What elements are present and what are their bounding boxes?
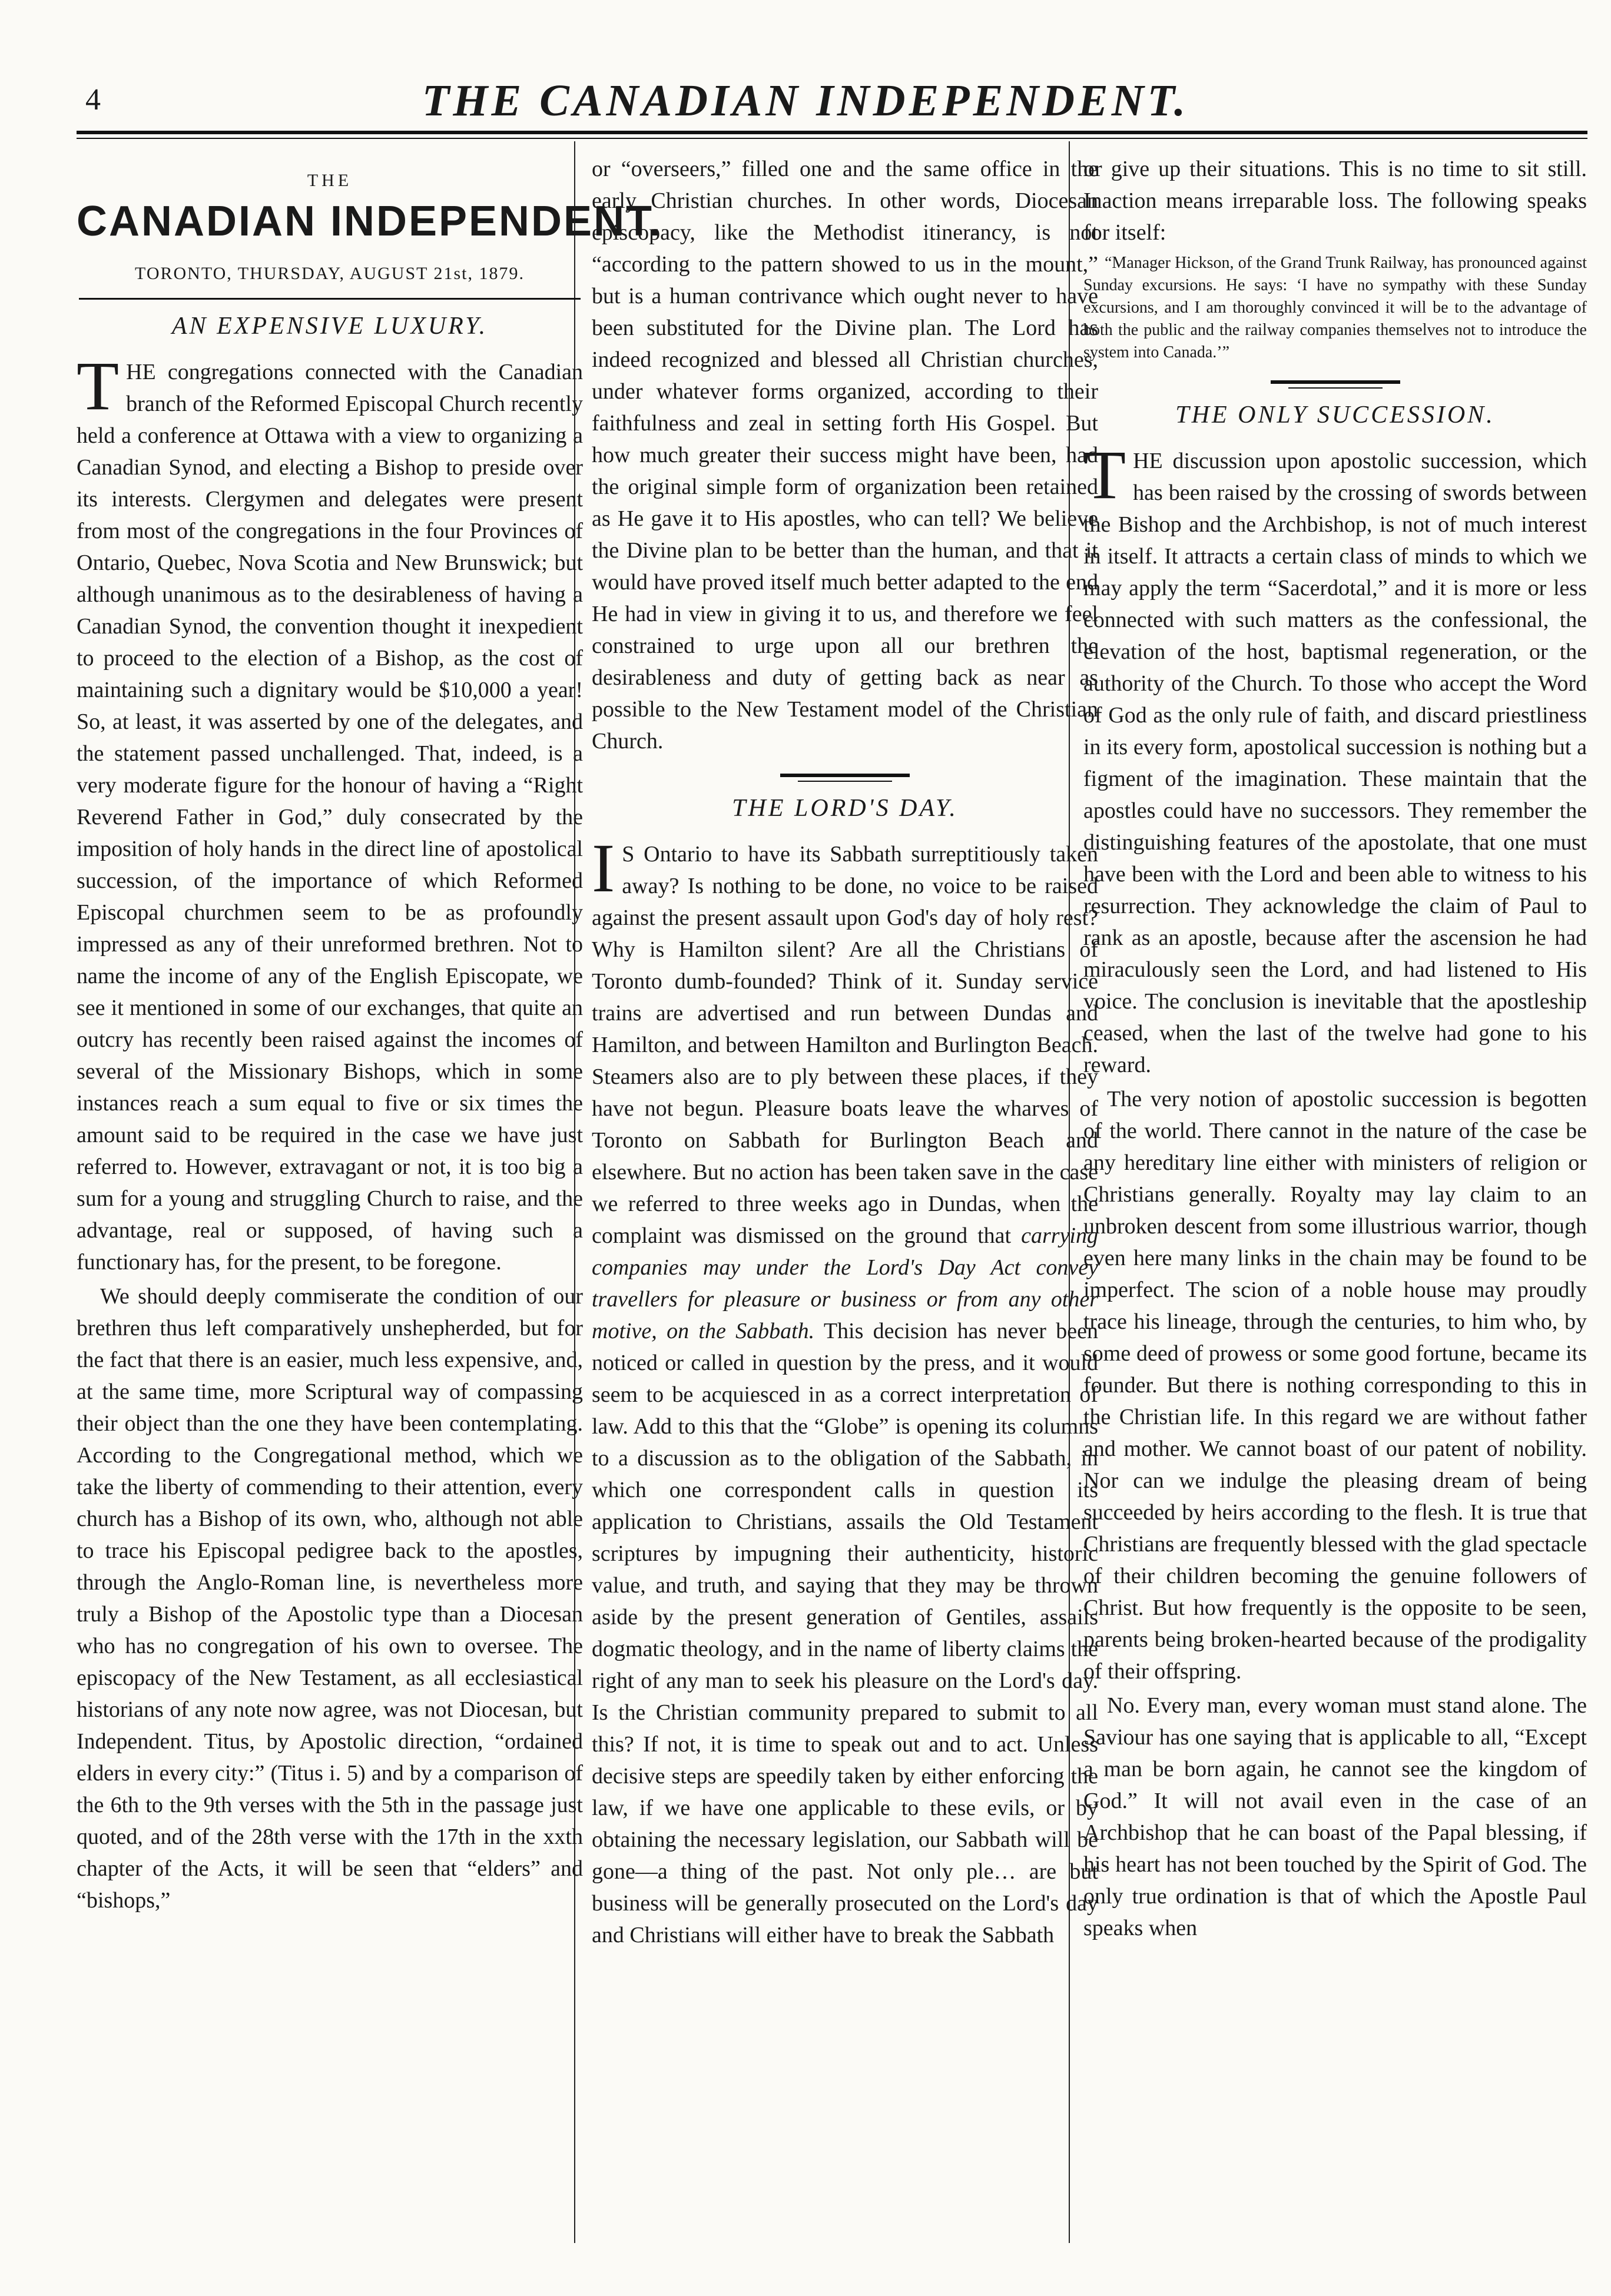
- article-paragraph: The very notion of apostolic succession is begotten of the world. There cannot in the nature of the case be any hereditary line either with ministers of religion or Christians generally. Royalty may lay claim to an unbroken descent from some illustrious warrior, though even here many links in the chain may be found to be imperfect. The scion of a noble house may proudly trace his lineage, through the centuries, to him who, by some deed of prowess or some good fortune, became its founder. But there is nothing corresponding to this in the Christian life. In this regard we are without father and mother. We cannot boast of our patent of nobility. Nor can we indulge the pleasing dream of being succeeded by heirs according to the flesh. It is true that Christians are frequently blessed with the glad spectacle of their children becoming the genuine followers of Christ. But how frequently is the opposite to be seen, parents being broken-hearted because of the prodigality of their offspring.: [1083, 1087, 1587, 1684]
- article-title-lords-day: THE LORD'S DAY.: [732, 795, 958, 822]
- running-title: THE CANADIAN INDEPENDENT.: [422, 76, 1189, 125]
- masthead-title: CANADIAN INDEPENDENT.: [77, 198, 663, 245]
- article-paragraph: [1083, 436, 1587, 1081]
- paragraph-text: HE congregations connected with the Canadian branch of the Reformed Episcopal Church recently held a conference at Ottawa with a view to organizing a Canadian Synod, and electing a Bishop to preside over its interests. Clergymen and delegates were present from most of the congregations in the four Provinces of Ontario, Quebec, Nova Scotia and New Brunswick; but although unanimous as to the desirableness of having a Canadian Synod, the convention thought it inexpedient to proceed to the election of a Bishop, as the cost of maintaining such a dignitary would be $10,000 a year! So, at least, it was asserted by one of the delegates, and the statement passed unchallenged. That, indeed, is a very moderate figure for the honour of having a “Right Reverend Father in God,” duly consecrated by the imposition of holy hands in the direct line of apostolical succession, of the importance of which Reformed Episcopal churchmen seem to be as profoundly impressed as any of their unreformed brethren. Not to name the income of any of the English Episcopate, we see it mentioned in some of our exchanges, that quite an outcry has recently been raised against the incomes of several of the Missionary Bishops, which in some instances reach a sum equal to five or six times the amount said to be required in the case we have just referred to. However, extravagant or not, it is too big a sum for a young and struggling Church to raise, and the advantage, real or supposed, of having such a functionary has, for the present, to be foregone.: [77, 360, 583, 1275]
- drop-cap: I: [592, 830, 615, 907]
- article-paragraph: [77, 347, 583, 1278]
- column-2: [592, 153, 1098, 2214]
- column-3: [1083, 153, 1587, 2214]
- column-1: [77, 153, 663, 2214]
- paragraph-text: S Ontario to have its Sabbath surreptitiously taken away? Is nothing to be done, no voice to be raised against the present assault upon God's day of holy rest? Why is Hamilton silent? Are all the Christians of Toronto dumb-founded? Think of it. Sunday service trains are advertised and run between Dundas and Hamilton, and between Hamilton and Burlington Beach. Steamers also are to ply between these places, if they have not begun. Pleasure boats leave the wharves of Toronto on Sabbath for Burlington Beach and elsewhere. But no action has been taken save in the case we referred to three weeks ago in Dundas, when the complaint was dismissed on the ground that: [592, 842, 1098, 1248]
- italic-quotation: carrying companies may under the Lord's Day Act convey travellers for pleasure or business or from any other motive, on the Sabbath.: [592, 1223, 1098, 1343]
- article-paragraph: or “overseers,” filled one and the same office in the early Christian churches. In other words, Diocesan episcopacy, like the Methodist itinerancy, is not “according to the pattern showed to us in the mount,” but is a human contrivance which ought never to have been substituted for the Divine plan. The Lord has indeed recognized and blessed all Christian churches, under whatever forms organized, according to their faithfulness and zeal in setting forth His Gospel. But how much greater their success might have been, had the original simple form of organization been retained as He gave it to His apostles, who can tell? We believe the Divine plan to be better than the human, and that it would have proved itself much better adapted to the end He had in view in giving it to us, and therefore we feel constrained to urge upon all our brethren the desirableness and duty of getting back as near as possible to the New Testament model of the Christian Church.: [592, 157, 1098, 754]
- header-rule-thin: [77, 138, 1587, 139]
- article-title-expensive-luxury: AN EXPENSIVE LUXURY.: [171, 313, 488, 340]
- drop-cap: T: [1083, 436, 1126, 513]
- drop-cap: T: [77, 347, 120, 424]
- header-rule: [77, 131, 1587, 134]
- dateline: TORONTO, THURSDAY, AUGUST 21st, 1879.: [135, 264, 525, 283]
- section-rule: [1271, 380, 1400, 384]
- article-paragraph: We should deeply commiserate the condition of our brethren thus left comparatively unshepherded, but for the fact that there is an easier, much less expensive, and, at the same time, more Scriptural way of compassing their object than the one they have been contemplating. According to the Congregational method, which we take the liberty of commending to their attention, every church has a Bishop of its own, who, although not able to trace his Episcopal pedigree back to the apostles, through the Anglo-Roman line, is nevertheless more truly a Bishop of the Apostolic type than a Diocesan who has no congregation of his own to oversee. The episcopacy of the New Testament, as all ecclesiastical historians of any note now agree, was not Diocesan, but Independent. Titus, by Apostolic direction, “ordained elders in every city:” (Titus i. 5) and by a comparison of the 6th to the 9th verses with the 5th in the passage just quoted, and of the 28th verse with the 17th in the xxth chapter of the Acts, it will be seen that “elders” and “bishops,”: [77, 1284, 583, 1913]
- paragraph-text: HE discussion upon apostolic succession, which has been raised by the crossing of swords between the Bishop and the Archbishop, is not of much interest in itself. It attracts a certain class of minds to which we may apply the term “Sacerdotal,” and it is more or less connected with such matters as the confessional, the elevation of the host, baptismal regeneration, or the authority of the Church. To those who accept the Word of God as the only rule of faith, and discard priestliness in its every form, apostolical succession is nothing but a figment of the imagination. These maintain that the apostles could have no successors. They remember the distinguishing features of the apostolate, that one must have been with the Lord and been able to witness to his resurrection. They acknowledge the claim of Paul to rank as an apostle, because after the ascension he had miraculously seen the Lord, and had listened to His voice. The conclusion is inevitable that the apostleship ceased, when the last of the twelve had gone to his reward.: [1083, 449, 1587, 1077]
- masthead-the: THE: [307, 171, 353, 190]
- article-paragraph: [592, 830, 1098, 1951]
- article-title-only-succession: THE ONLY SUCCESSION.: [1175, 402, 1495, 429]
- section-rule-thin: [1288, 387, 1383, 389]
- section-rule-thin: [798, 781, 892, 782]
- block-quote: “Manager Hickson, of the Grand Trunk Railway, has pronounced against Sunday excursions. He says: ‘I have no sympathy with these Sunday excursions, and I am thoroughly convinced it will be to the advantage of both the public and the railway companies themselves not to introduce the system into Canada.’”: [1083, 254, 1587, 361]
- page-number: 4: [85, 83, 101, 117]
- article-paragraph: or give up their situations. This is no time to sit still. Inaction means irreparable loss. The following speaks for itself:: [1083, 157, 1587, 245]
- paragraph-text: This decision has never been noticed or called in question by the press, and it would seem to be acquiesced in as a correct interpretation of law. Add to this that the “Globe” is opening its columns to a discussion as to the obligation of the Sabbath, in which one correspondent calls in question its application to Christians, assails the Old Testament scriptures by impugning their authenticity, historic value, and truth, and saying that they may be thrown aside by the present generation of Gentiles, assails dogmatic theology, and in the name of liberty claims the right of any man to seek his pleasure on the Lord's day. Is the Christian community prepared to submit to all this? If not, it is time to speak out and to act. Unless decisive steps are speedily taken by either enforcing the law, if we have one applicable to these evils, or by obtaining the necessary legislation, our Sabbath will be gone—a thing of the past. Not only ple… are but business will be generally prosecuted on the Lord's day and Christians will either have to break the Sabbath: [592, 1319, 1098, 1947]
- article-paragraph: No. Every man, every woman must stand alone. The Saviour has one saying that is applicable to all, “Except a man be born again, he cannot see the kingdom of God.” It will not avail even in the case of an Archbishop that he can boast of the Papal blessing, if his heart has not been touched by the Spirit of God. The only true ordination is that of which the Apostle Paul speaks when: [1083, 1693, 1587, 1940]
- masthead-rule: [79, 298, 581, 300]
- section-rule: [780, 774, 910, 777]
